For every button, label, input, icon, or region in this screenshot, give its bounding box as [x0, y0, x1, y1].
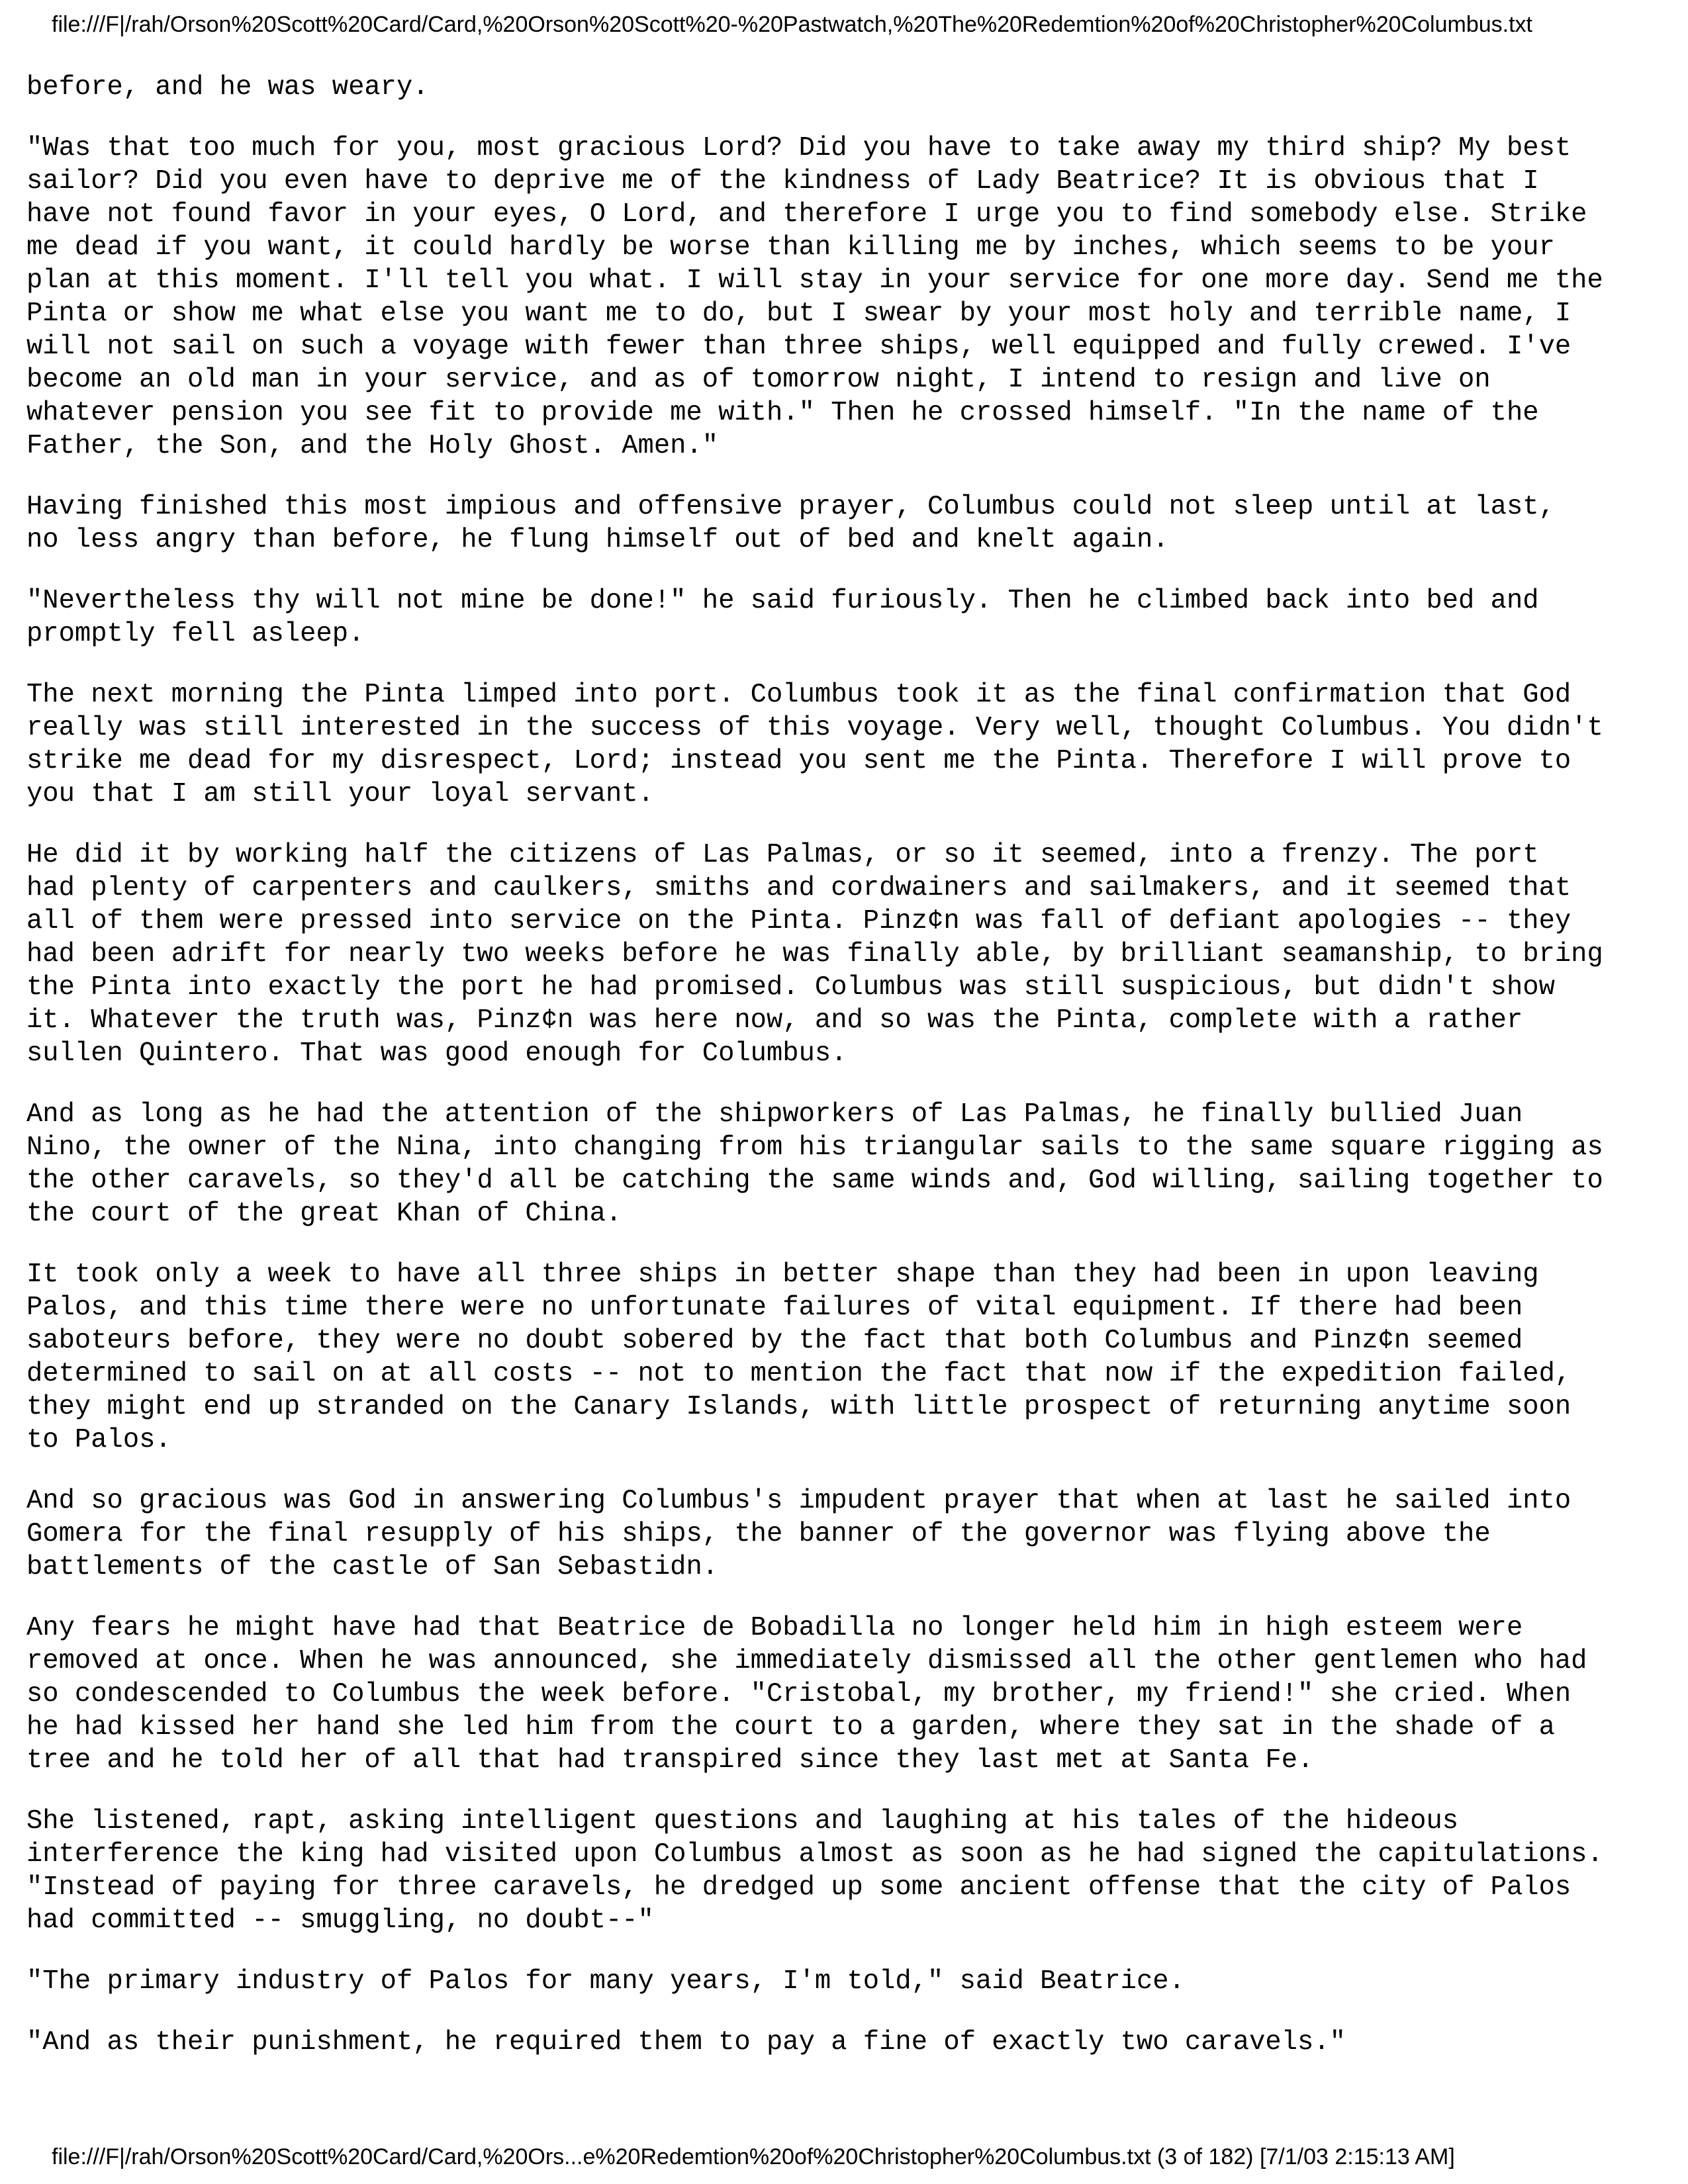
paragraph: before, and he was weary. [26, 72, 429, 103]
paragraph: "Nevertheless thy will not mine be done!" he said furiously. Then he climbed back into bed and promptly fell asleep. [26, 586, 1539, 649]
paragraph: It took only a week to have all three ships in better shape than they had been in upon leaving Palos, and this time there were no unfortunate failures of vital equipment. If there had been saboteurs before, they were no doubt sobered by the fact that both Columbus and Pinz¢n seemed determined to sail on at all costs -- not to mention the fact that now if the expedition failed, they might end up stranded on the Canary Islands, with little prospect of returning anytime soon to Palos. [26, 1259, 1571, 1455]
paragraph: And so gracious was God in answering Columbus's impudent prayer that when at last he sailed into Gomera for the final resupply of his ships, the banner of the governor was flying above the battlements of the castle of San Sebastidn. [26, 1486, 1571, 1582]
document-body [26, 71, 1668, 2087]
paragraph: Any fears he might have had that Beatrice de Bobadilla no longer held him in high esteem were removed at once. When he was announced, she immediately dismissed all the other gentlemen who had so condescended to Columbus the week before. "Cristobal, my brother, my friend!" she cried. When he had kissed her hand she led him from the court to a garden, where they sat in the shade of a tree and he told her of all that had transpired since they last met at Santa Fe. [26, 1613, 1587, 1776]
browser-print-header: file:///F|/rah/Orson%20Scott%20Card/Card,%20Orson%20Scott%20-%20Pastwatch,%20The%20Redemtion%20of%20Christopher%20Columbus.txt [52, 12, 1532, 37]
paragraph: "The primary industry of Palos for many years, I'm told," said Beatrice. [26, 1966, 1185, 1997]
paragraph: Having finished this most impious and offensive prayer, Columbus could not sleep until at last, no less angry than before, he flung himself out of bed and knelt again. [26, 492, 1555, 555]
browser-print-footer: file:///F|/rah/Orson%20Scott%20Card/Card,%20Ors...e%20Redemtion%20of%20Christopher%20Columbus.txt (3 of 182) [7/1/03 2:15:13 AM] [52, 2144, 1455, 2169]
paragraph: And as long as he had the attention of the shipworkers of Las Palmas, he finally bullied Juan Nino, the owner of the Nina, into changing from his triangular sails to the same square rigging as the other caravels, so they'd all be catching the same winds and, God willing, sailing together to the court of the great Khan of China. [26, 1099, 1603, 1229]
paragraph: The next morning the Pinta limped into port. Columbus took it as the final confirmation that God really was still interested in the success of this voyage. Very well, thought Columbus. You didn't strike me dead for my disrespect, Lord; instead you sent me the Pinta. Therefore I will prove to you that I am still your loyal servant. [26, 680, 1603, 809]
paragraph: "Was that too much for you, most gracious Lord? Did you have to take away my third ship? My best sailor? Did you even have to deprive me of the kindness of Lady Beatrice? It is obvious that I have not found favor in your eyes, O Lord, and therefore I urge you to find somebody else. Strike me dead if you want, it could hardly be worse than killing me by inches, which seems to be your plan at this moment. I'll tell you what. I will stay in your service for one more day. Send me the Pinta or show me what else you want me to do, but I swear by your most holy and terrible name, I will not sail on such a voyage with fewer than three ships, well equipped and fully crewed. I've become an old man in your service, and as of tomorrow night, I intend to resign and live on whatever pension you see fit to provide me with." Then he crossed himself. "In the name of the Father, the Son, and the Holy Ghost. Amen." [26, 133, 1603, 461]
paragraph: "And as their punishment, he required them to pay a fine of exactly two caravels." [26, 2027, 1346, 2058]
paragraph: She listened, rapt, asking intelligent questions and laughing at his tales of the hideous interference the king had visited upon Columbus almost as soon as he had signed the capitulations. "Instead of paying for three caravels, he dredged up some ancient offense that the city of Palos had committed -- smuggling, no doubt--" [26, 1806, 1603, 1936]
paragraph: He did it by working half the citizens of Las Palmas, or so it seemed, into a frenzy. The port had plenty of carpenters and caulkers, smiths and cordwainers and sailmakers, and it seemed that all of them were pressed into service on the Pinta. Pinz¢n was fall of defiant apologies -- they had been adrift for nearly two weeks before he was finally able, by brilliant seamanship, to bring the Pinta into exactly the port he had promised. Columbus was still suspicious, but didn't show it. Whatever the truth was, Pinz¢n was here now, and so was the Pinta, complete with a rather sullen Quintero. That was good enough for Columbus. [26, 840, 1603, 1069]
